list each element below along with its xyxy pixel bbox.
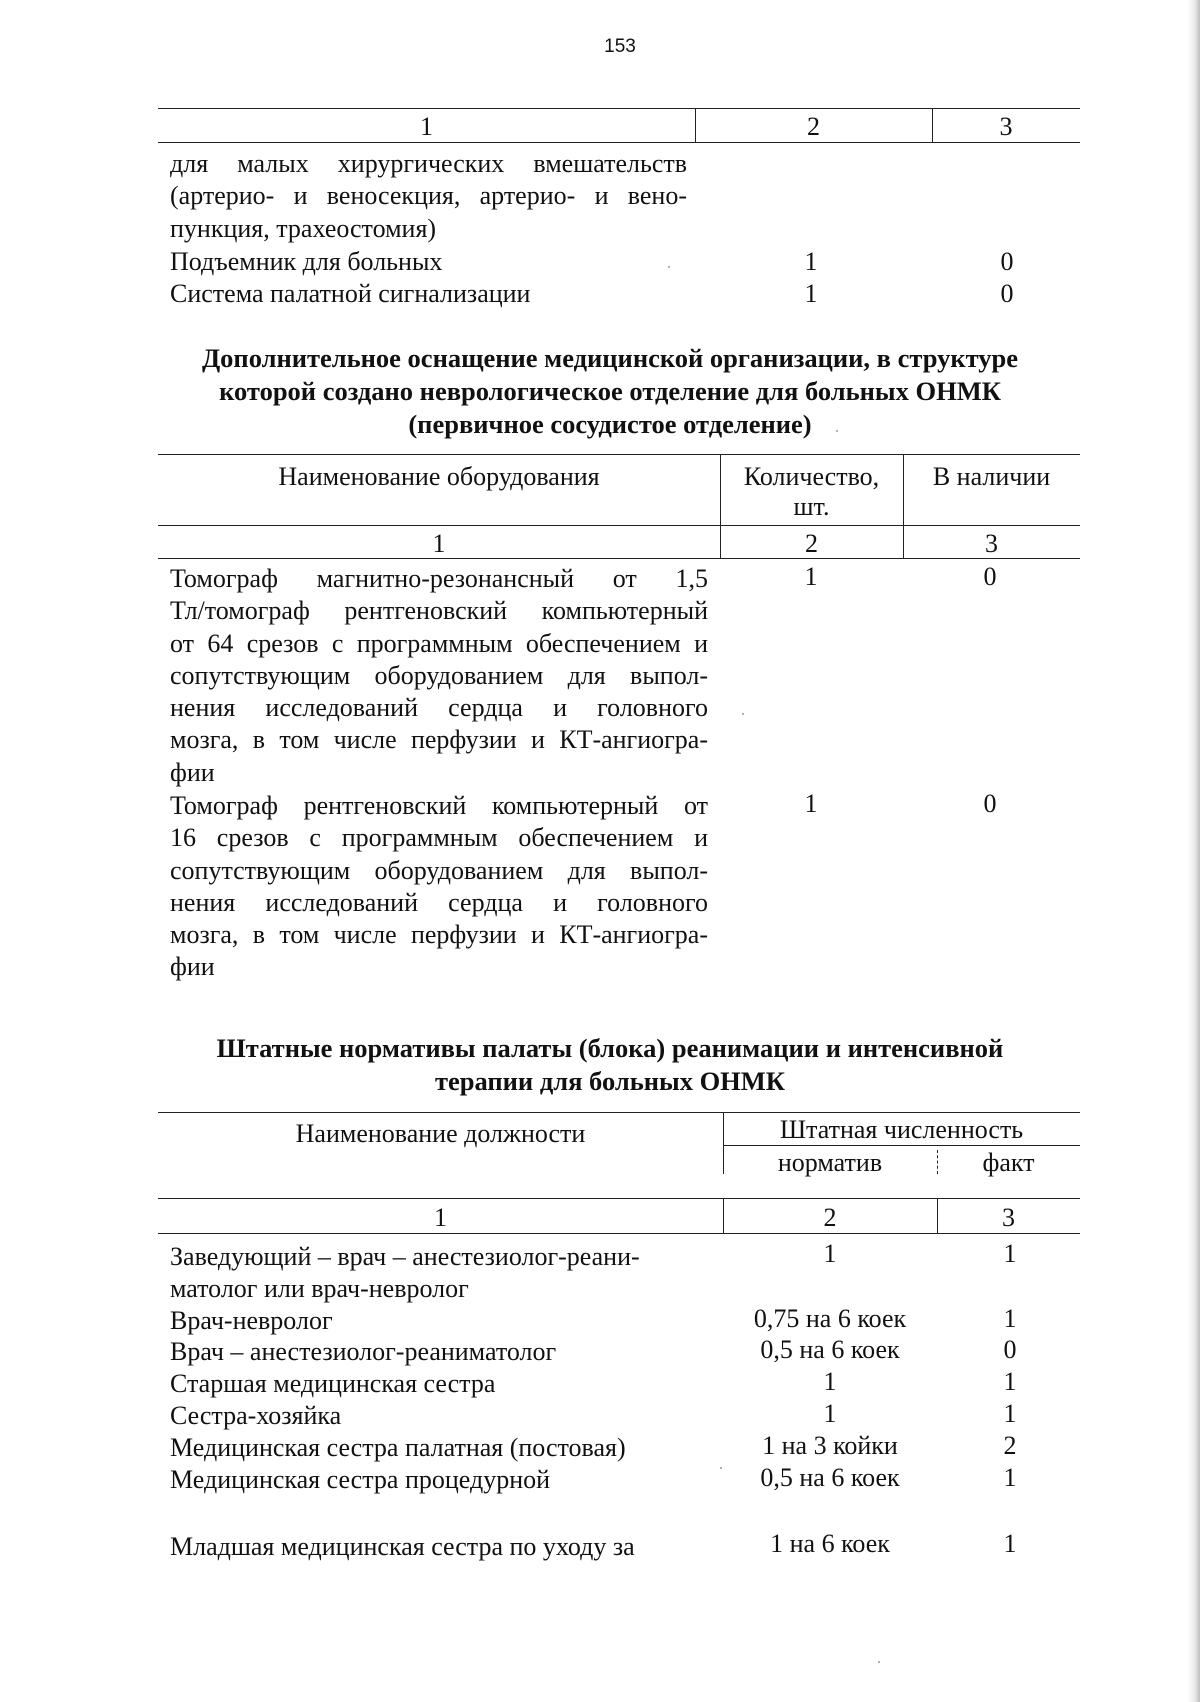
column-number: 1 <box>434 1203 447 1232</box>
row-text-line: (артерио- и веносекция, артерио- и вено- <box>170 181 687 211</box>
row-text-line: для малых хирургических вмешательств <box>170 149 687 178</box>
table-row-qty: 1 <box>804 789 818 818</box>
row-text-line: нения исследований сердца и головного <box>170 887 708 917</box>
staff-row-name: Врач – анестезиолог-реаниматолог <box>170 1337 557 1366</box>
staff-row-fact: 0 <box>1003 1335 1017 1364</box>
row-text-line: Тл/томограф рентгеновский компьютерный <box>170 596 708 626</box>
staff-row-norm: 1 <box>823 1367 837 1396</box>
heading-line: (первичное сосудистое отделение) <box>408 409 812 439</box>
heading-line: Дополнительное оснащение медицинской организации, в структуре <box>201 343 1019 373</box>
table-rule <box>158 454 1080 455</box>
staff-row-norm: 0,75 на 6 коек <box>753 1304 907 1333</box>
table-rule <box>158 108 1080 109</box>
scan-speck <box>836 430 838 432</box>
column-number: 1 <box>432 529 446 558</box>
staff-row-fact: 1 <box>1003 1529 1017 1558</box>
table-rule <box>158 1198 1080 1199</box>
table-row-available: 0 <box>983 562 997 591</box>
column-number: 3 <box>1002 1203 1015 1232</box>
column-header-staffing: Штатная численность <box>779 1115 1024 1144</box>
staff-row-norm: 0,5 на 6 коек <box>760 1335 900 1364</box>
column-number: 3 <box>999 112 1013 141</box>
page-number: 153 <box>604 36 636 57</box>
row-text-line: мозга, в том числе перфузии и КТ-ангиогра- <box>170 920 708 950</box>
table-row-available: 0 <box>983 789 997 818</box>
scan-speck <box>720 1467 722 1469</box>
column-number: 2 <box>805 529 818 558</box>
staff-row-fact: 1 <box>1003 1463 1017 1492</box>
scan-speck <box>742 713 744 715</box>
table-row-qty: 1 <box>804 247 818 276</box>
staff-row-fact: 1 <box>1003 1304 1017 1333</box>
row-text-line: от 64 срезов с программным обеспечением и <box>170 628 708 658</box>
table-row-available: 0 <box>1000 247 1014 276</box>
staff-row-norm: 1 <box>823 1239 837 1268</box>
staff-row-fact: 1 <box>1003 1239 1017 1268</box>
column-header-qty-unit: шт. <box>793 492 830 521</box>
column-number: 2 <box>823 1203 837 1232</box>
heading-line: терапии для больных ОНМК <box>434 1066 786 1096</box>
table-row-qty: 1 <box>804 562 818 591</box>
scan-speck <box>668 266 670 268</box>
column-number: 2 <box>807 112 820 141</box>
row-text-line: сопутствующим оборудованием для выпол- <box>170 660 708 690</box>
column-header-available: В наличии <box>932 462 1051 491</box>
table-row-available: 0 <box>1000 279 1014 308</box>
row-text-line: Томограф магнитно-резонансный от 1,5 <box>170 564 708 593</box>
staff-row-fact: 1 <box>1003 1399 1017 1428</box>
row-text-line: фии <box>170 952 215 982</box>
staff-row-fact: 1 <box>1003 1367 1017 1396</box>
section-heading <box>150 342 1070 441</box>
staff-row-name: Сестра-хозяйка <box>170 1401 342 1430</box>
staff-row-norm: 0,5 на 6 коек <box>760 1463 900 1492</box>
column-header-position: Наименование должности <box>295 1119 586 1148</box>
table-row-description <box>170 148 687 245</box>
column-header-norm: норматив <box>777 1148 883 1177</box>
column-number: 1 <box>420 112 433 141</box>
table-row-description <box>170 563 708 789</box>
staff-row-name: Старшая медицинская сестра <box>170 1369 496 1398</box>
row-text-line: фии <box>170 757 215 787</box>
staff-row-fact: 2 <box>1003 1431 1017 1460</box>
staff-row-name: Врач-невролог <box>170 1306 333 1335</box>
staff-row-name: Заведующий – врач – анестезиолог-реани- <box>170 1242 640 1271</box>
column-number: 3 <box>985 529 998 558</box>
row-text-line: 16 срезов с программным обеспечением и <box>170 823 708 853</box>
table-row-qty: 1 <box>804 279 818 308</box>
row-text-line: Томограф рентгеновский компьютерный от <box>170 791 708 820</box>
staff-row-norm: 1 <box>823 1399 837 1428</box>
table-row-name: Подъемник для больных <box>170 247 443 276</box>
table-row-name: Система палатной сигнализации <box>170 279 531 308</box>
section-heading <box>150 1032 1070 1098</box>
column-header-fact: факт <box>982 1148 1035 1177</box>
staff-row-norm: 1 на 6 коек <box>770 1529 890 1558</box>
row-text-line: пункция, трахеостомия) <box>170 213 437 243</box>
table-row-description <box>170 790 708 984</box>
heading-line: которой создано неврологическое отделение для больных ОНМК <box>219 376 1001 406</box>
staff-row-name: матолог или врач-невролог <box>170 1274 469 1303</box>
row-text-line: нения исследований сердца и головного <box>170 693 708 723</box>
staff-row-norm: 1 на 3 койки <box>762 1431 898 1460</box>
scan-edge-shadow <box>1188 0 1200 1702</box>
row-text-line: сопутствующим оборудованием для выпол- <box>170 855 708 885</box>
column-header-qty: Количество, <box>743 462 880 491</box>
row-text-line: мозга, в том числе перфузии и КТ-ангиогра- <box>170 725 708 755</box>
heading-line: Штатные нормативы палаты (блока) реанимации и интенсивной <box>216 1033 1004 1063</box>
table-rule <box>158 525 1080 526</box>
staff-row-name: Младшая медицинская сестра по уходу за <box>170 1532 635 1561</box>
staff-row-name: Медицинская сестра процедурной <box>170 1465 551 1494</box>
staff-row-name: Медицинская сестра палатная (постовая) <box>170 1433 626 1462</box>
scan-speck <box>878 1661 880 1663</box>
column-header-name: Наименование оборудования <box>278 462 600 491</box>
